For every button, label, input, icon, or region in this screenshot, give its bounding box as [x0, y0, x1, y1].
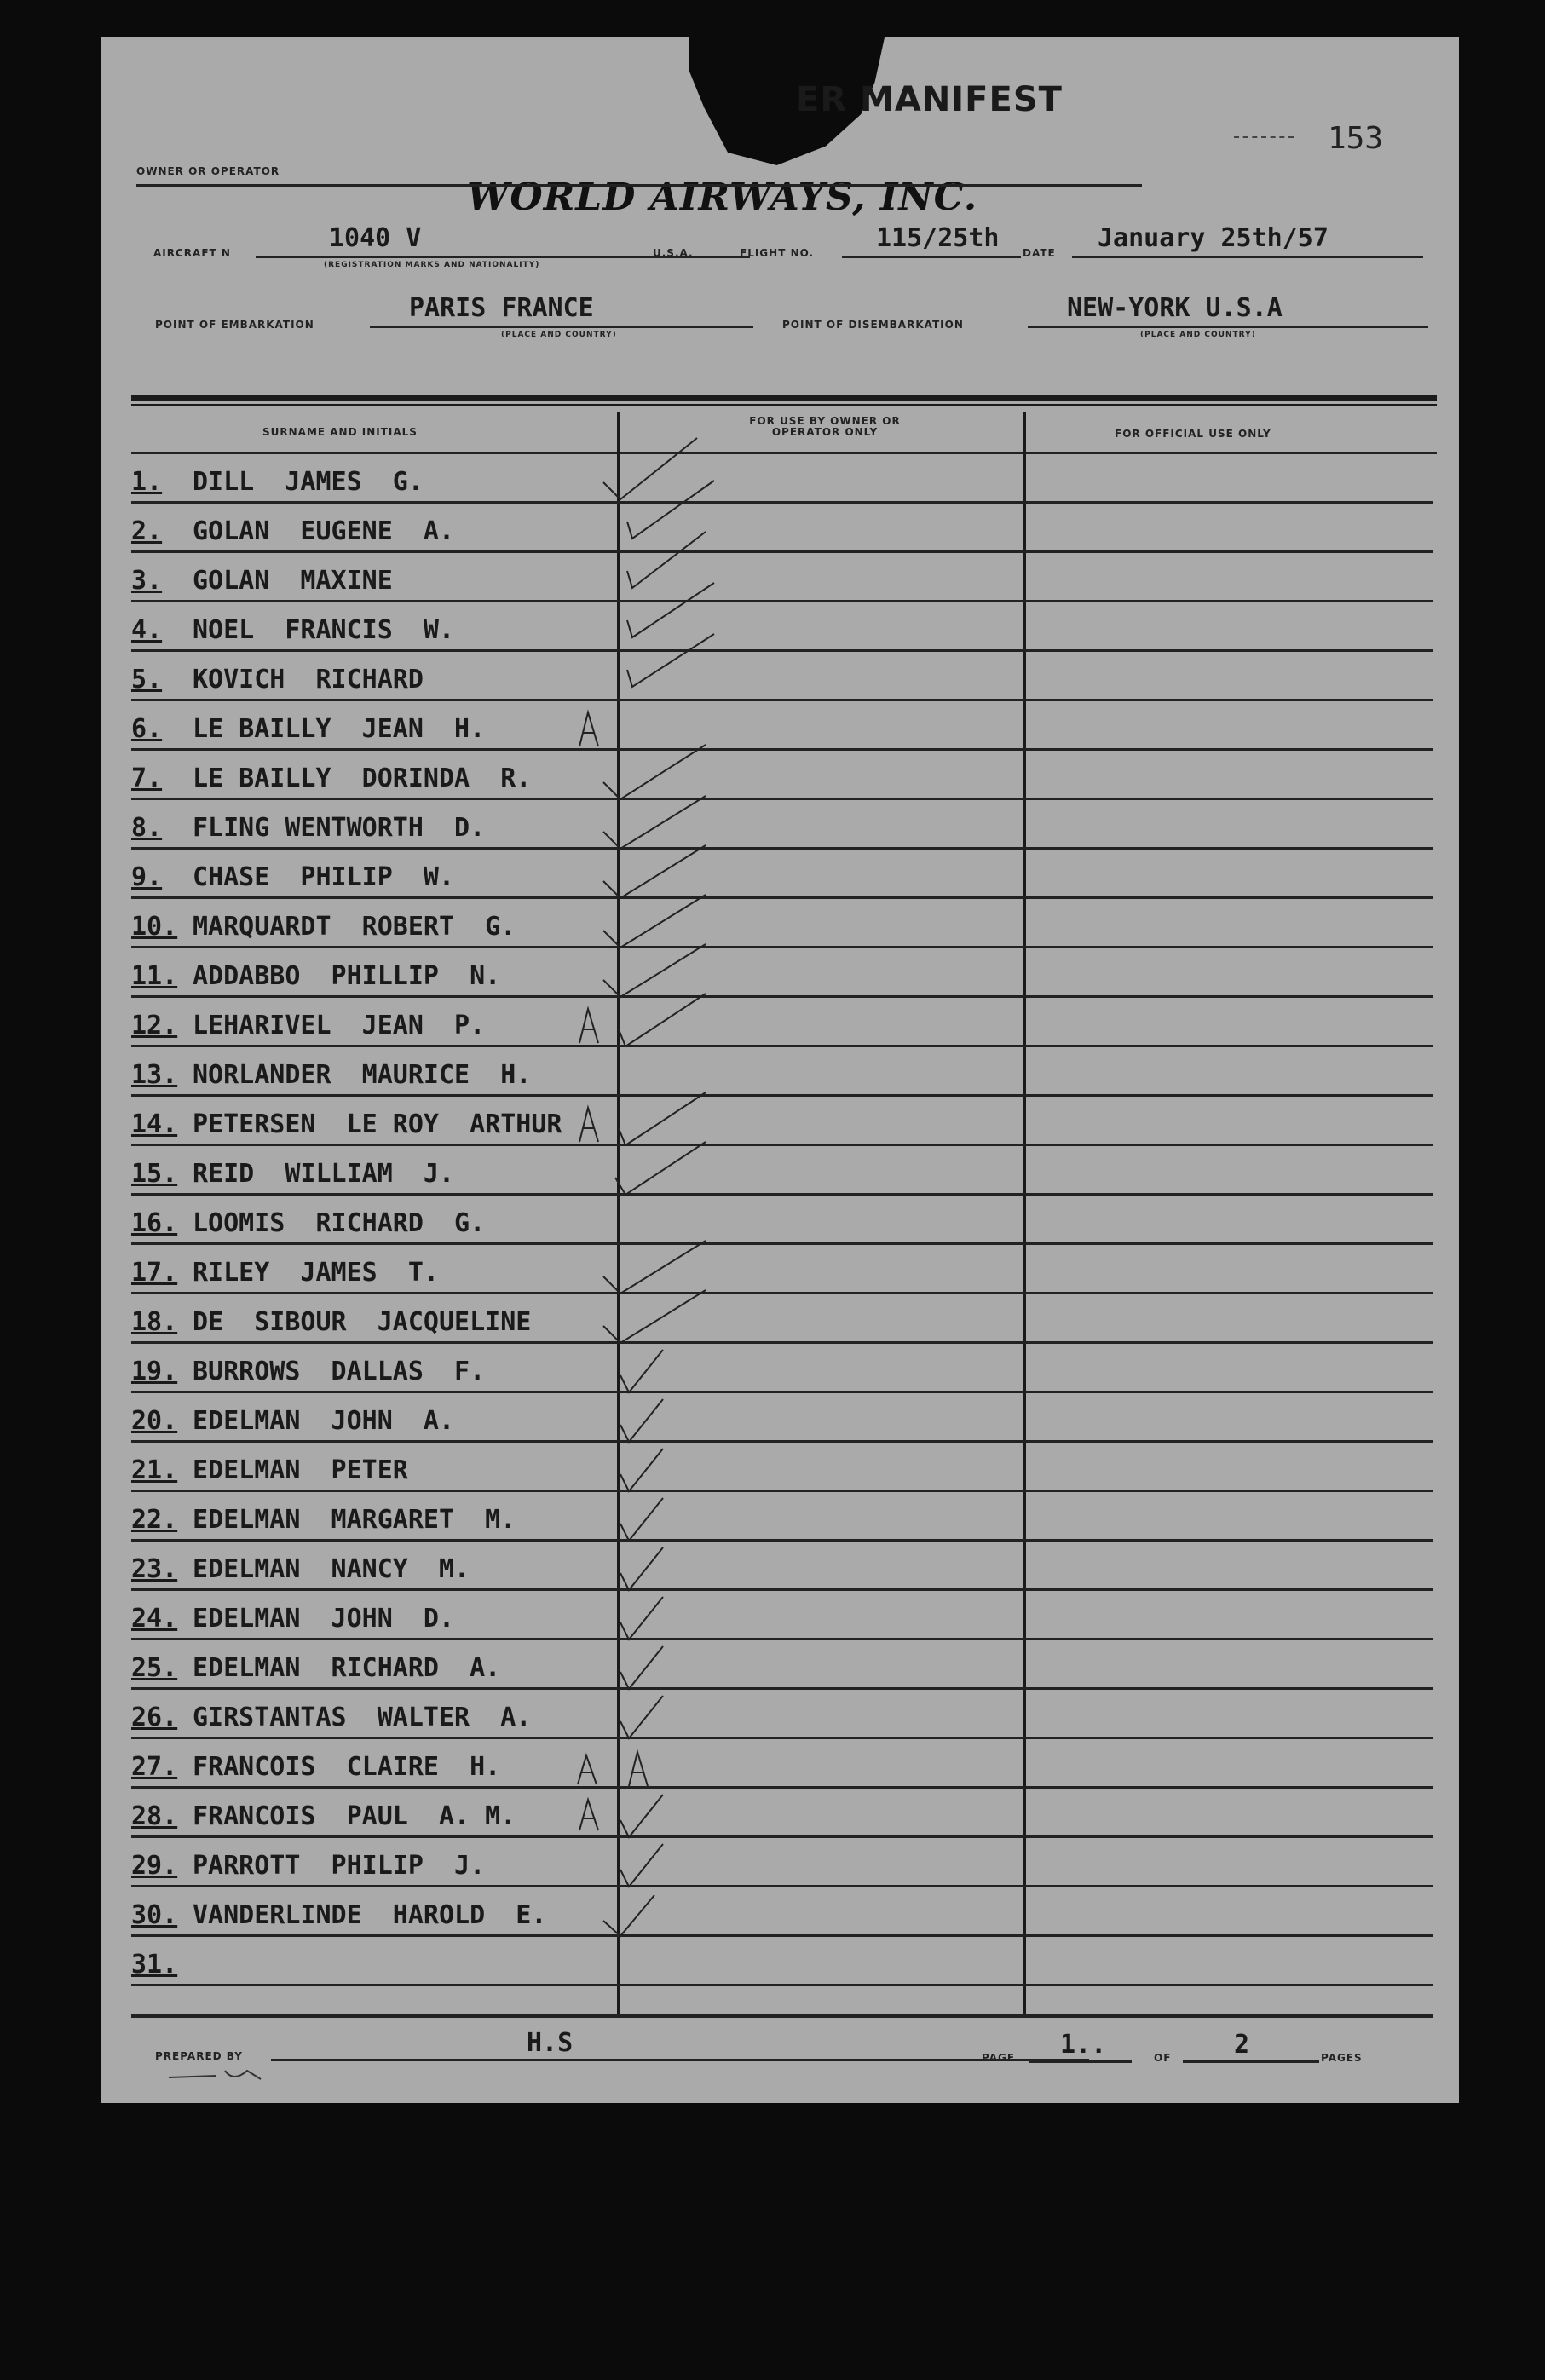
of-underline	[1183, 2060, 1319, 2063]
list-item	[131, 467, 424, 497]
passenger-name: GOLAN EUGENE A.	[193, 516, 455, 546]
list-item	[131, 665, 424, 694]
date-value: January 25th/57	[1098, 223, 1329, 253]
row-number: 16.	[131, 1208, 178, 1238]
embark-underline	[370, 326, 753, 328]
row-number: 9.	[131, 862, 163, 892]
list-item	[131, 1060, 531, 1090]
list-item	[131, 615, 454, 645]
prepared-value: H.S	[527, 2028, 574, 2058]
disembark-underline	[1028, 326, 1428, 328]
page-number-stamp: 153	[1328, 121, 1384, 156]
row-number: 13.	[131, 1060, 178, 1090]
passenger-name: NORLANDER MAURICE H.	[193, 1060, 532, 1090]
row-number: 15.	[131, 1159, 178, 1189]
of-value: 2	[1234, 2030, 1250, 2060]
flight-label: FLIGHT NO.	[740, 247, 815, 259]
passenger-name: PETERSEN LE ROY ARTHUR	[193, 1109, 562, 1139]
row-number: 27.	[131, 1752, 178, 1782]
embark-label: POINT OF EMBARKATION	[155, 319, 314, 331]
row-number: 2.	[131, 516, 163, 546]
row-number: 21.	[131, 1455, 178, 1485]
list-item	[131, 1801, 516, 1831]
passenger-name: GIRSTANTAS WALTER A.	[193, 1703, 532, 1732]
passenger-name: FRANCOIS PAUL A. M.	[193, 1801, 516, 1831]
disembark-label: POINT OF DISEMBARKATION	[782, 319, 964, 331]
row-number: 4.	[131, 615, 163, 645]
row-number: 29.	[131, 1851, 178, 1881]
flight-underline	[842, 256, 1021, 258]
aircraft-value: 1040 V	[329, 223, 422, 253]
row-number: 23.	[131, 1554, 178, 1584]
list-item	[131, 1653, 500, 1683]
dash-mark	[1234, 136, 1294, 138]
passenger-name: RILEY JAMES T.	[193, 1258, 439, 1288]
list-item	[131, 1011, 485, 1040]
passenger-name: EDELMAN JOHN A.	[193, 1406, 455, 1436]
row-number: 24.	[131, 1604, 178, 1634]
list-item	[131, 1505, 516, 1535]
list-item	[131, 714, 485, 744]
aircraft-note: (REGISTRATION MARKS AND NATIONALITY)	[324, 261, 540, 269]
pages-label: PAGES	[1321, 2052, 1363, 2064]
passenger-name: EDELMAN MARGARET M.	[193, 1505, 516, 1535]
list-item	[131, 1109, 562, 1139]
list-item	[131, 1950, 193, 1979]
passenger-name: GOLAN MAXINE	[193, 566, 393, 596]
manifest-title: ER MANIFEST	[796, 80, 1063, 119]
passenger-name: CHASE PHILIP W.	[193, 862, 455, 892]
row-number: 11.	[131, 961, 178, 991]
passenger-name: MARQUARDT ROBERT G.	[193, 912, 516, 942]
row-number: 7.	[131, 764, 163, 793]
list-item	[131, 1455, 408, 1485]
usa-label: U.S.A.	[653, 247, 694, 259]
row-number: 31.	[131, 1950, 178, 1979]
list-item	[131, 1357, 485, 1386]
column-divider-2	[1023, 412, 1026, 2016]
col-names-header: SURNAME AND INITIALS	[262, 426, 418, 438]
col-official-header: FOR OFFICIAL USE ONLY	[1115, 428, 1271, 440]
row-number: 20.	[131, 1406, 178, 1436]
passenger-name: EDELMAN RICHARD A.	[193, 1653, 501, 1683]
embark-note: (PLACE AND COUNTRY)	[501, 331, 617, 339]
list-item	[131, 1258, 439, 1288]
list-item	[131, 1851, 485, 1881]
page-value: 1..	[1060, 2030, 1107, 2060]
row-number: 12.	[131, 1011, 178, 1040]
passenger-name: EDELMAN NANCY M.	[193, 1554, 470, 1584]
form-code-mark	[165, 2062, 285, 2088]
list-item	[131, 1307, 531, 1337]
row-number: 6.	[131, 714, 163, 744]
owner-label: OWNER OR OPERATOR	[136, 165, 280, 177]
passenger-name: VANDERLINDE HAROLD E.	[193, 1900, 547, 1930]
passenger-name: REID WILLIAM J.	[193, 1159, 455, 1189]
row-number: 3.	[131, 566, 163, 596]
list-item	[131, 1604, 454, 1634]
col-owner-header: FOR USE BY OWNER OR OPERATOR ONLY	[749, 415, 901, 438]
list-item	[131, 1703, 531, 1732]
passenger-name: ADDABBO PHILLIP N.	[193, 961, 501, 991]
prepared-label: PREPARED BY	[155, 2050, 243, 2062]
handwritten-checkmarks	[595, 464, 850, 1997]
of-label: OF	[1154, 2052, 1172, 2064]
embark-value: PARIS FRANCE	[409, 293, 594, 323]
list-item	[131, 862, 454, 892]
operator-name: WORLD AIRWAYS, INC.	[467, 176, 978, 219]
aircraft-label: AIRCRAFT N	[153, 247, 231, 259]
row-number: 8.	[131, 813, 163, 843]
list-item	[131, 516, 454, 546]
passenger-name: KOVICH RICHARD	[193, 665, 424, 694]
passenger-name: LEHARIVEL JEAN P.	[193, 1011, 486, 1040]
list-item	[131, 912, 516, 942]
row-number: 22.	[131, 1505, 178, 1535]
row-number: 25.	[131, 1653, 178, 1683]
row-number: 17.	[131, 1258, 178, 1288]
row-number: 18.	[131, 1307, 178, 1337]
passenger-name: LE BAILLY DORINDA R.	[193, 764, 532, 793]
list-item	[131, 961, 500, 991]
list-item	[131, 1208, 485, 1238]
list-item	[131, 1752, 500, 1782]
date-underline	[1072, 256, 1423, 258]
row-number: 26.	[131, 1703, 178, 1732]
row-number: 1.	[131, 467, 163, 497]
list-item	[131, 1900, 546, 1930]
table-bottom-rule	[131, 2014, 1433, 2018]
passenger-name: FLING WENTWORTH D.	[193, 813, 486, 843]
passenger-name: LE BAILLY JEAN H.	[193, 714, 486, 744]
row-number: 28.	[131, 1801, 178, 1831]
passenger-name: EDELMAN JOHN D.	[193, 1604, 455, 1634]
page-label: PAGE	[982, 2052, 1016, 2064]
page-underline	[1029, 2060, 1132, 2063]
list-item	[131, 1159, 454, 1189]
manifest-sheet	[101, 37, 1459, 2103]
list-item	[131, 764, 531, 793]
passenger-name: FRANCOIS CLAIRE H.	[193, 1752, 501, 1782]
header-bottom-rule	[131, 452, 1437, 454]
owner-underline	[136, 184, 1142, 187]
table-top-rule	[131, 395, 1437, 401]
passenger-name: DE SIBOUR JACQUELINE	[193, 1307, 532, 1337]
row-number: 19.	[131, 1357, 178, 1386]
prepared-underline	[271, 2059, 1089, 2061]
passenger-name: BURROWS DALLAS F.	[193, 1357, 486, 1386]
row-number: 5.	[131, 665, 163, 694]
passenger-name: DILL JAMES G.	[193, 467, 424, 497]
row-number: 14.	[131, 1109, 178, 1139]
flight-value: 115/25th	[876, 223, 1000, 253]
list-item	[131, 566, 393, 596]
disembark-value: NEW-YORK U.S.A	[1067, 293, 1283, 323]
passenger-name: EDELMAN PETER	[193, 1455, 408, 1485]
row-number: 30.	[131, 1900, 178, 1930]
passenger-name: NOEL FRANCIS W.	[193, 615, 455, 645]
disembark-note: (PLACE AND COUNTRY)	[1140, 331, 1256, 339]
list-item	[131, 1554, 470, 1584]
list-item	[131, 1406, 454, 1436]
row-number: 10.	[131, 912, 178, 942]
handwritten-a-marks	[578, 712, 648, 1830]
table-top-rule-2	[131, 404, 1437, 406]
passenger-name: LOOMIS RICHARD G.	[193, 1208, 486, 1238]
passenger-name: PARROTT PHILIP J.	[193, 1851, 486, 1881]
date-label: DATE	[1023, 247, 1056, 259]
list-item	[131, 813, 485, 843]
